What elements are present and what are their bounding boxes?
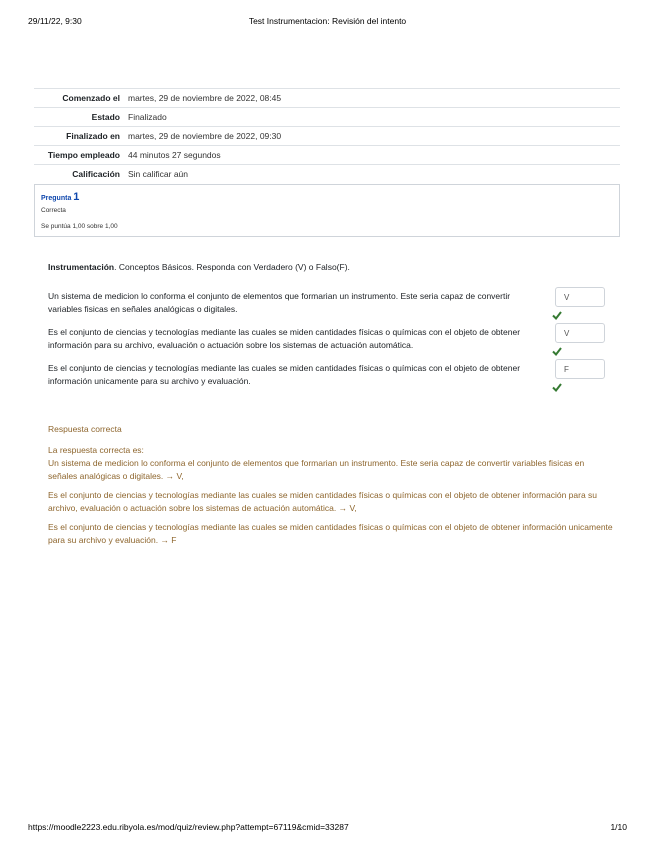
print-footer-page: 1/10: [610, 822, 627, 832]
question-text: [48, 262, 350, 272]
question-number: [41, 191, 79, 203]
summary-row-finished: [34, 127, 620, 146]
question-grade: Se puntúa 1,00 sobre 1,00: [41, 223, 118, 230]
summary-label: Estado: [91, 112, 120, 122]
question-title-bold: Instrumentación: [48, 262, 115, 272]
question-title-rest: . Conceptos Básicos. Responda con Verdadero (V) o Falso(F).: [114, 262, 350, 272]
attempt-summary-table: [34, 88, 620, 183]
feedback-item: Es el conjunto de ciencias y tecnologías mediante las cuales se miden cantidades físicas o químicas con el objeto de obtener información unicamente para su archivo y evaluación. → F: [48, 522, 613, 545]
summary-label: Finalizado en: [66, 131, 120, 141]
answer-input[interactable]: V: [555, 287, 605, 307]
summary-label: Tiempo empleado: [47, 150, 120, 160]
summary-row-state: [34, 108, 620, 127]
feedback-section: [48, 423, 613, 553]
print-header-title: Test Instrumentacion: Revisión del intento: [248, 16, 407, 26]
summary-row-time-taken: [34, 146, 620, 165]
summary-value: martes, 29 de noviembre de 2022, 09:30: [128, 131, 282, 141]
correct-check-icon: [552, 346, 562, 356]
print-footer-url: https://moodle2223.edu.ribyola.es/mod/quiz/review.php?attempt=67119&cmid=33287: [28, 822, 349, 832]
correct-check-icon: [552, 310, 562, 320]
question-number-prefix: Pregunta: [41, 195, 72, 202]
feedback-intro: La respuesta correcta es:: [48, 445, 144, 455]
statement-text: Es el conjunto de ciencias y tecnologías mediante las cuales se miden cantidades físicas o químicas con el objeto de obtener información para su archivo, evaluación o actuación sobre los sistemas de actuación automática.: [48, 327, 521, 350]
correct-check-icon: [552, 382, 562, 392]
feedback-heading: Respuesta correcta: [48, 424, 122, 434]
statement-text: Es el conjunto de ciencias y tecnologías mediante las cuales se miden cantidades físicas o químicas con el objeto de obtener información unicamente para su archivo y evaluación.: [48, 363, 521, 386]
summary-label: Comenzado el: [62, 93, 120, 103]
summary-value: 44 minutos 27 segundos: [128, 150, 221, 160]
summary-label: Calificación: [72, 169, 120, 179]
summary-value: Finalizado: [128, 112, 167, 122]
question-info-box: [34, 184, 620, 237]
statement-text: Un sistema de medicion lo conforma el conjunto de elementos que formarian un instrumento. Este seria capaz de convertir variables fisicas en señales analógicas o digitales.: [48, 291, 511, 314]
summary-value: martes, 29 de noviembre de 2022, 08:45: [128, 93, 282, 103]
answer-input[interactable]: F: [555, 359, 605, 379]
summary-row-grade: [34, 165, 620, 184]
question-state: Correcta: [41, 207, 66, 214]
summary-row-started: [34, 89, 620, 108]
answer-input[interactable]: V: [555, 323, 605, 343]
question-number-value: 1: [73, 191, 80, 203]
feedback-item: Es el conjunto de ciencias y tecnologías mediante las cuales se miden cantidades físicas o químicas con el objeto de obtener información para su archivo, evaluación o actuación sobre los sistemas de actuación automática. → V,: [48, 490, 598, 513]
summary-value: Sin calificar aún: [128, 169, 189, 179]
print-header-datetime: 29/11/22, 9:30: [28, 16, 82, 26]
feedback-item: Un sistema de medicion lo conforma el conjunto de elementos que formarian un instrumento. Este seria capaz de convertir variables fisicas en señales analógicas o digitales. → V,: [48, 458, 585, 481]
